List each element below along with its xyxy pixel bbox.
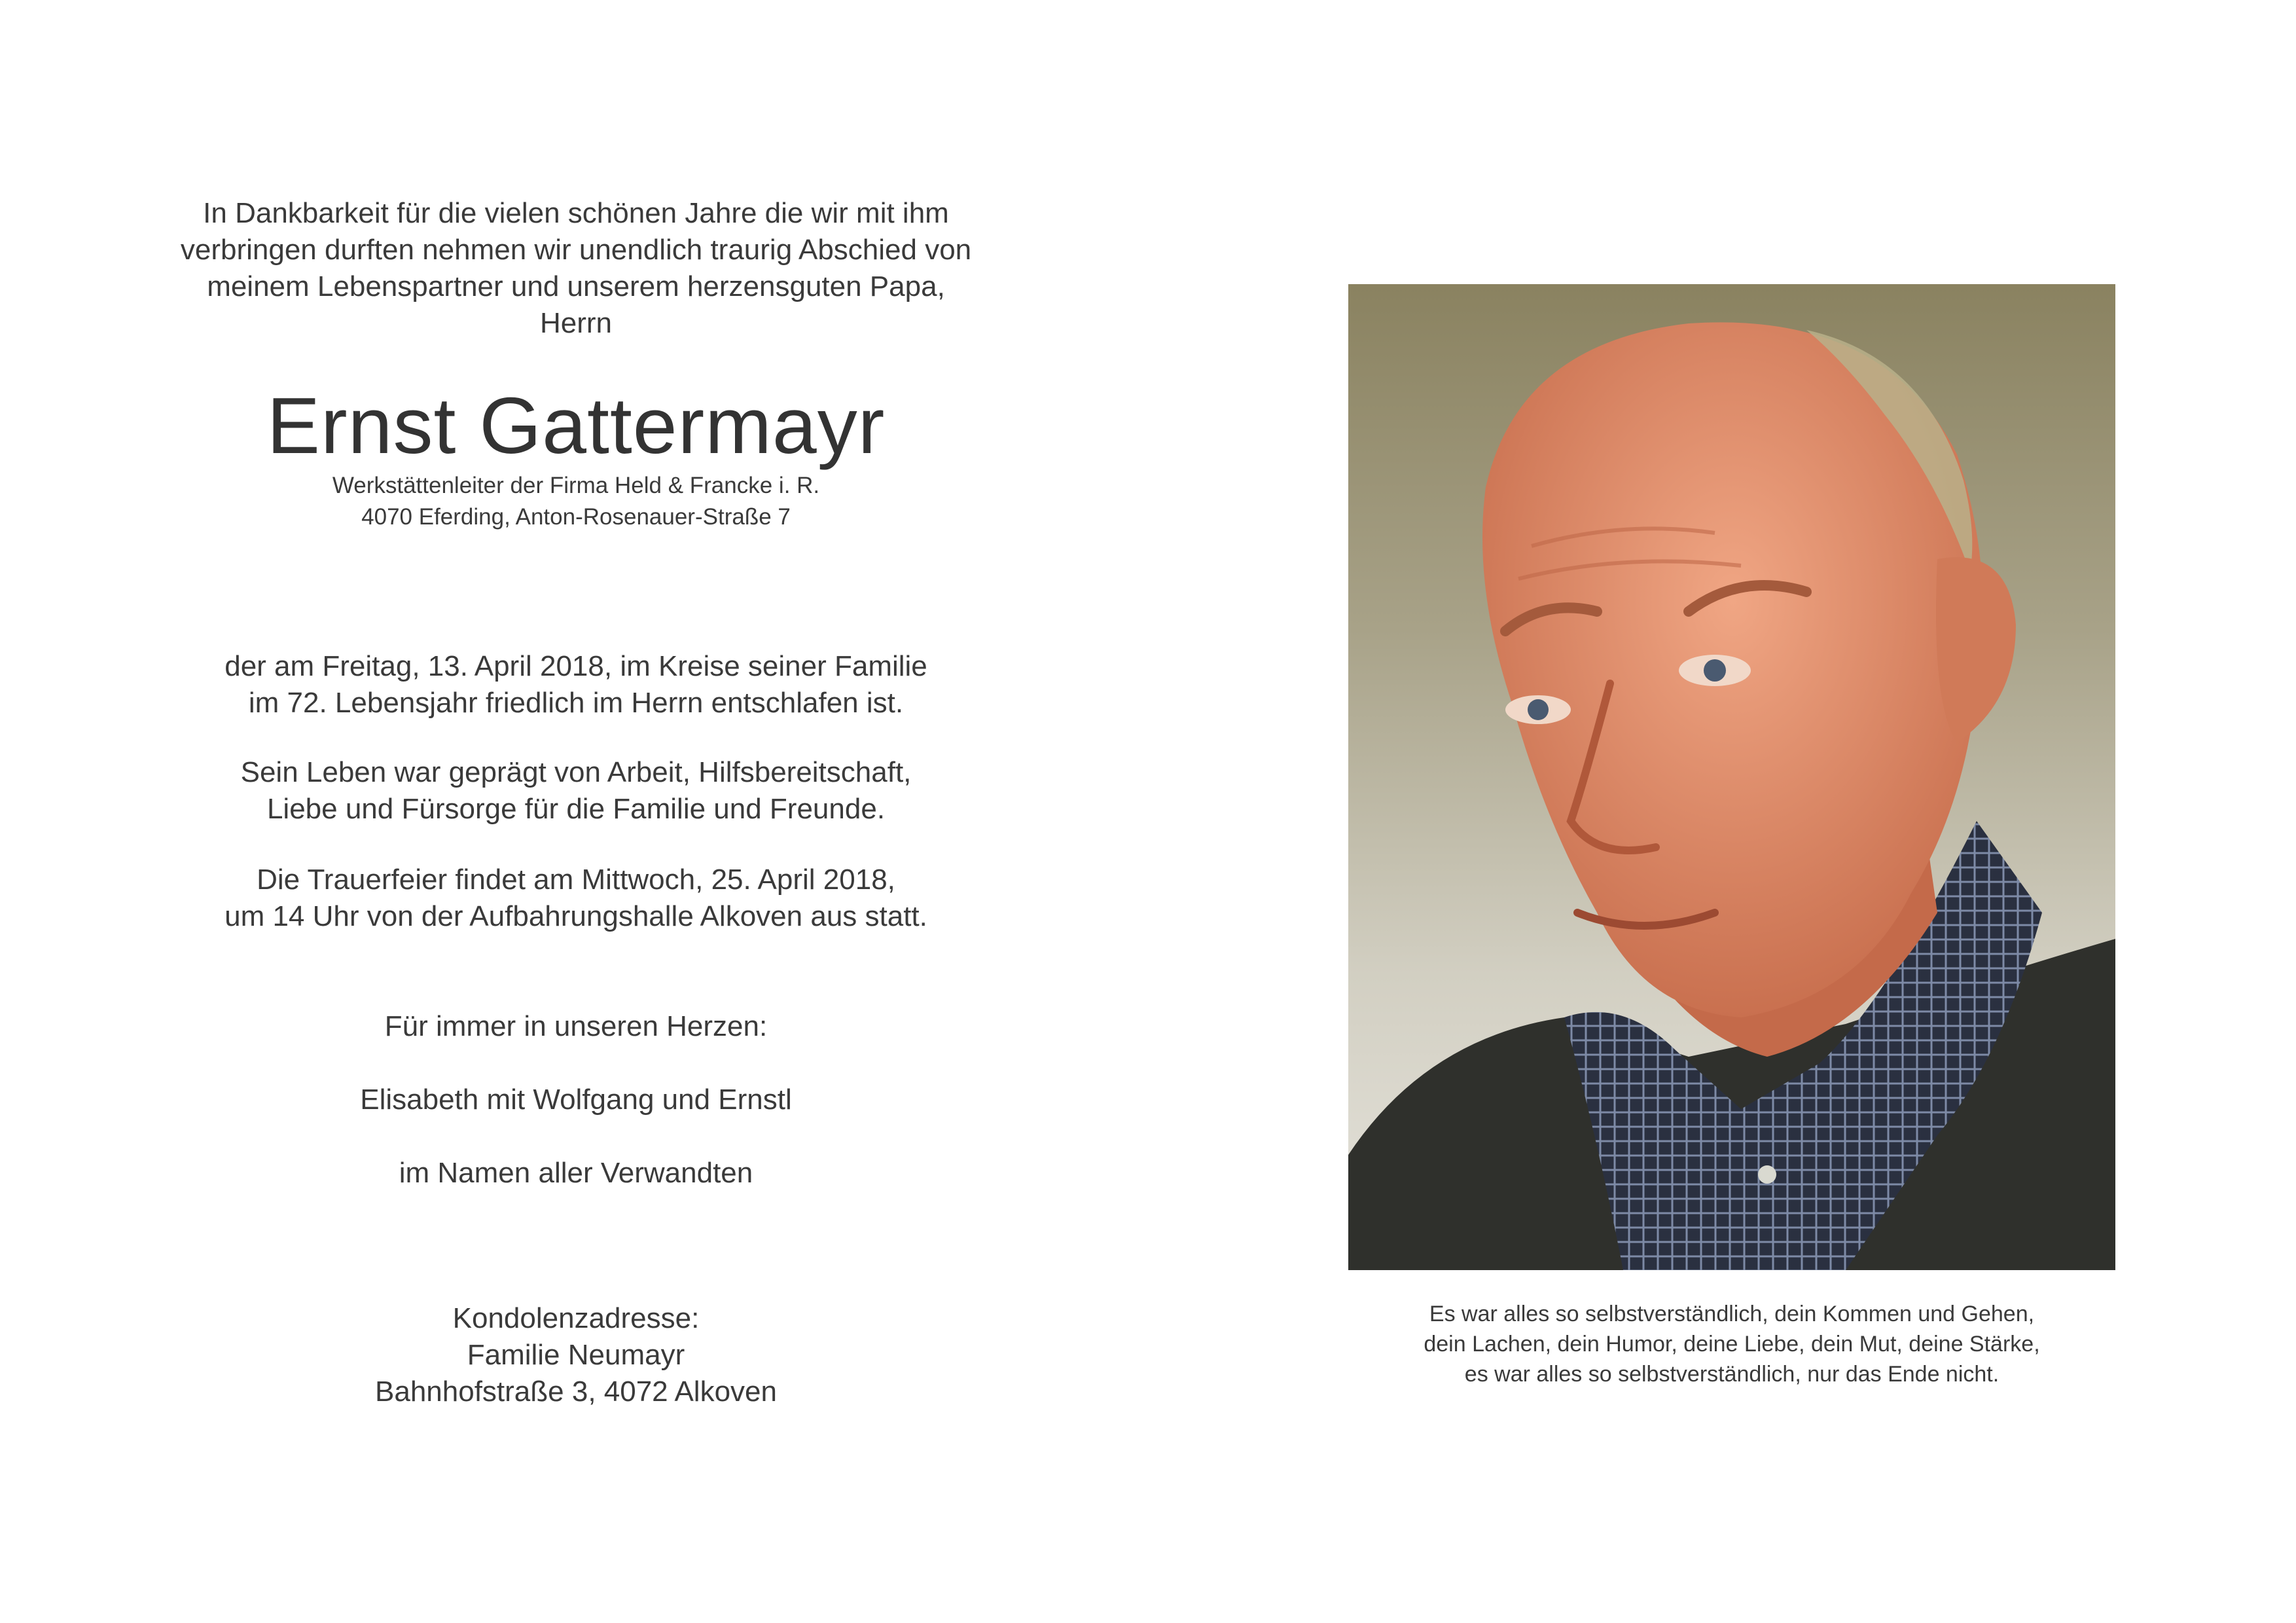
mourners-family-text: Elisabeth mit Wolfgang und Ernstl bbox=[360, 1084, 792, 1116]
quote-line: es war alles so selbstverständlich, nur das Ende nicht. bbox=[1464, 1362, 2000, 1387]
intro-text bbox=[118, 195, 1034, 342]
condolence-label: Kondolenzadresse: bbox=[452, 1302, 700, 1334]
quote-line: dein Lachen, dein Humor, deine Liebe, dein Mut, deine Stärke, bbox=[1424, 1332, 2040, 1357]
intro-line: In Dankbarkeit für die vielen schönen Jahre die wir mit ihm bbox=[203, 197, 949, 229]
home-address: 4070 Eferding, Anton-Rosenauer-Straße 7 bbox=[361, 504, 791, 530]
intro-line: Herrn bbox=[539, 307, 613, 339]
deceased-name: Ernst Gattermayr bbox=[266, 381, 886, 470]
intro-line: meinem Lebenspartner und unserem herzensguten Papa, bbox=[207, 270, 945, 302]
mourners-heading-text: Für immer in unseren Herzen: bbox=[384, 1010, 768, 1042]
portrait-illustration bbox=[1348, 284, 2115, 1270]
condolence-address bbox=[118, 1300, 1034, 1410]
life-line: Sein Leben war geprägt von Arbeit, Hilfsbereitschaft, bbox=[240, 756, 912, 788]
mourners-relatives-text: im Namen aller Verwandten bbox=[399, 1157, 753, 1189]
mourners-family bbox=[118, 1082, 1034, 1118]
death-line: der am Freitag, 13. April 2018, im Kreise seiner Familie bbox=[224, 650, 927, 682]
mourners-heading bbox=[118, 1008, 1034, 1045]
occupation: Werkstättenleiter der Firma Held & Francke i. R. bbox=[332, 473, 820, 498]
funeral-ceremony bbox=[118, 862, 1034, 935]
life-description bbox=[118, 754, 1034, 828]
death-line: im 72. Lebensjahr friedlich im Herrn entschlafen ist. bbox=[248, 687, 904, 719]
ceremony-line: Die Trauerfeier findet am Mittwoch, 25. April 2018, bbox=[257, 864, 895, 896]
closing-quote bbox=[1348, 1299, 2115, 1389]
quote-line: Es war alles so selbstverständlich, dein Kommen und Gehen, bbox=[1429, 1302, 2035, 1326]
condolence-street: Bahnhofstraße 3, 4072 Alkoven bbox=[375, 1376, 777, 1408]
mourners-relatives bbox=[118, 1155, 1034, 1192]
condolence-name: Familie Neumayr bbox=[467, 1339, 685, 1371]
ceremony-line: um 14 Uhr von der Aufbahrungshalle Alkoven aus statt. bbox=[224, 900, 927, 932]
intro-line: verbringen durften nehmen wir unendlich traurig Abschied von bbox=[180, 234, 972, 266]
portrait-photo bbox=[1348, 284, 2115, 1270]
death-notice bbox=[118, 648, 1034, 721]
deceased-info bbox=[118, 470, 1034, 533]
life-line: Liebe und Fürsorge für die Familie und Freunde. bbox=[266, 793, 886, 825]
